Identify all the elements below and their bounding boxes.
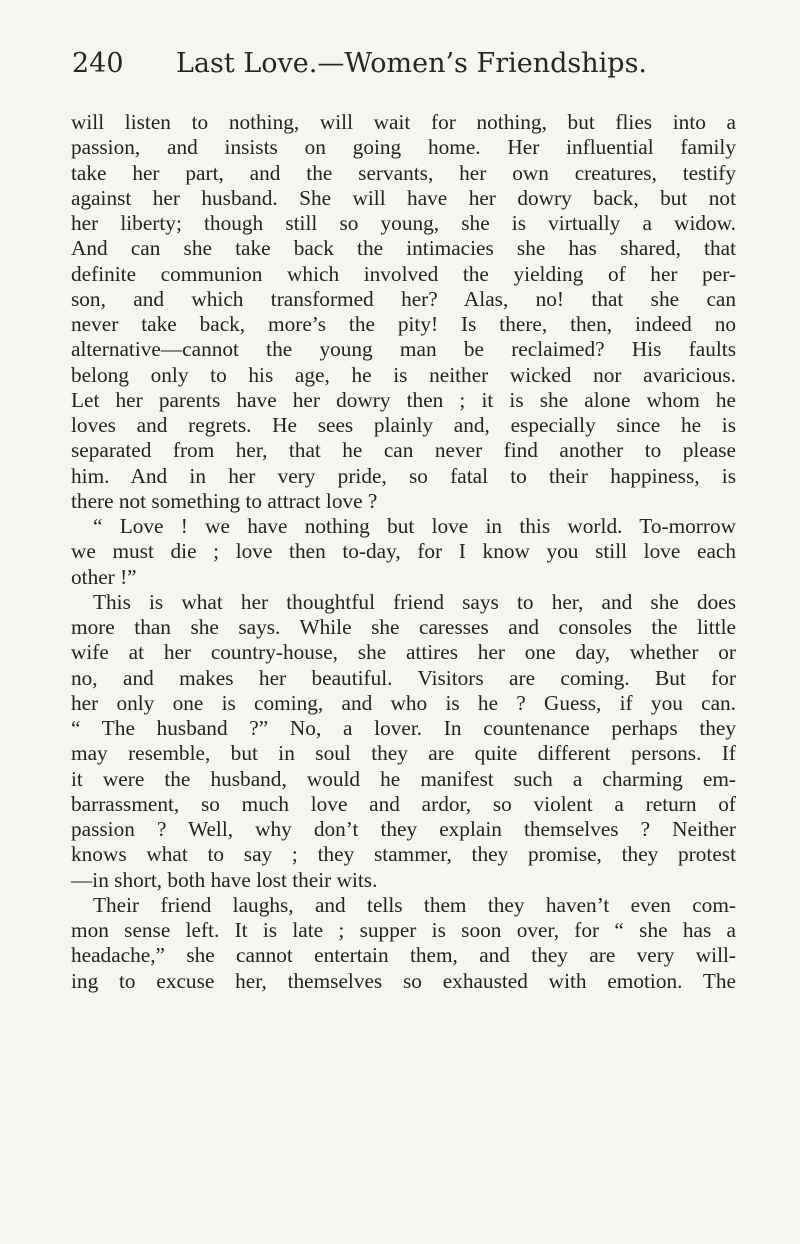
- text-line: him. And in her very pride, so fatal to their happiness, is: [71, 463, 736, 488]
- text-line: barrassment, so much love and ardor, so violent a return of: [71, 791, 736, 816]
- text-line: never take back, more’s the pity! Is there, then, indeed no: [71, 312, 736, 336]
- text-line: mon sense left. It is late ; supper is soon over, for “ she has a: [71, 918, 736, 942]
- text-line: her only one is coming, and who is he ? Guess, if you can.: [71, 690, 736, 715]
- text-line: Their friend laughs, and tells them they haven’t even com-: [93, 892, 736, 917]
- text-line: her liberty; though still so young, she is virtually a widow.: [71, 211, 736, 235]
- page-number: 240: [72, 48, 124, 79]
- body-text: [71, 110, 736, 994]
- text-line: against her husband. She will have her dowry back, but not: [71, 185, 736, 210]
- text-line: Let her parents have her dowry then ; it is she alone whom he: [71, 387, 736, 412]
- text-line: passion, and insists on going home. Her influential family: [71, 135, 736, 160]
- text-line: separated from her, that he can never find another to please: [71, 438, 736, 463]
- text-line: And can she take back the intimacies she has shared, that: [71, 236, 736, 261]
- text-line: son, and which transformed her? Alas, no! that she can: [71, 286, 736, 311]
- text-line: passion ? Well, why don’t they explain themselves ? Neither: [71, 817, 736, 841]
- text-line: —in short, both have lost their wits.: [71, 867, 378, 892]
- text-line: more than she says. While she caresses and consoles the little: [71, 615, 736, 639]
- text-line: it were the husband, would he manifest such a charming em-: [71, 766, 736, 791]
- text-line: no, and makes her beautiful. Visitors are coming. But for: [71, 665, 736, 690]
- text-line: will listen to nothing, will wait for nothing, but flies into a: [71, 110, 736, 134]
- text-line: alternative—cannot the young man be reclaimed? His faults: [71, 337, 736, 362]
- text-line: wife at her country-house, she attires her one day, whether or: [71, 640, 736, 665]
- text-line: This is what her thoughtful friend says to her, and she does: [93, 589, 736, 614]
- text-line: loves and regrets. He sees plainly and, especially since he is: [71, 413, 736, 437]
- running-head: [72, 48, 732, 88]
- text-line: may resemble, but in soul they are quite different persons. If: [71, 741, 736, 766]
- text-line: ing to excuse her, themselves so exhausted with emotion. The: [71, 968, 736, 993]
- text-line: other !”: [71, 564, 137, 589]
- text-line: headache,” she cannot entertain them, and they are very will-: [71, 943, 736, 968]
- text-line: “ Love ! we have nothing but love in this world. To-morrow: [93, 514, 736, 538]
- text-line: knows what to say ; they stammer, they promise, they protest: [71, 842, 736, 867]
- text-line: we must die ; love then to-day, for I know you still love each: [71, 539, 736, 564]
- text-line: take her part, and the servants, her own creatures, testify: [71, 160, 736, 185]
- text-line: “ The husband ?” No, a lover. In countenance perhaps they: [71, 716, 736, 740]
- text-line: definite communion which involved the yielding of her per-: [71, 261, 736, 286]
- text-line: belong only to his age, he is neither wicked nor avaricious.: [71, 362, 736, 387]
- running-title: Last Love.—Women’s Friendships.: [176, 48, 648, 79]
- text-line: there not something to attract love ?: [71, 488, 378, 513]
